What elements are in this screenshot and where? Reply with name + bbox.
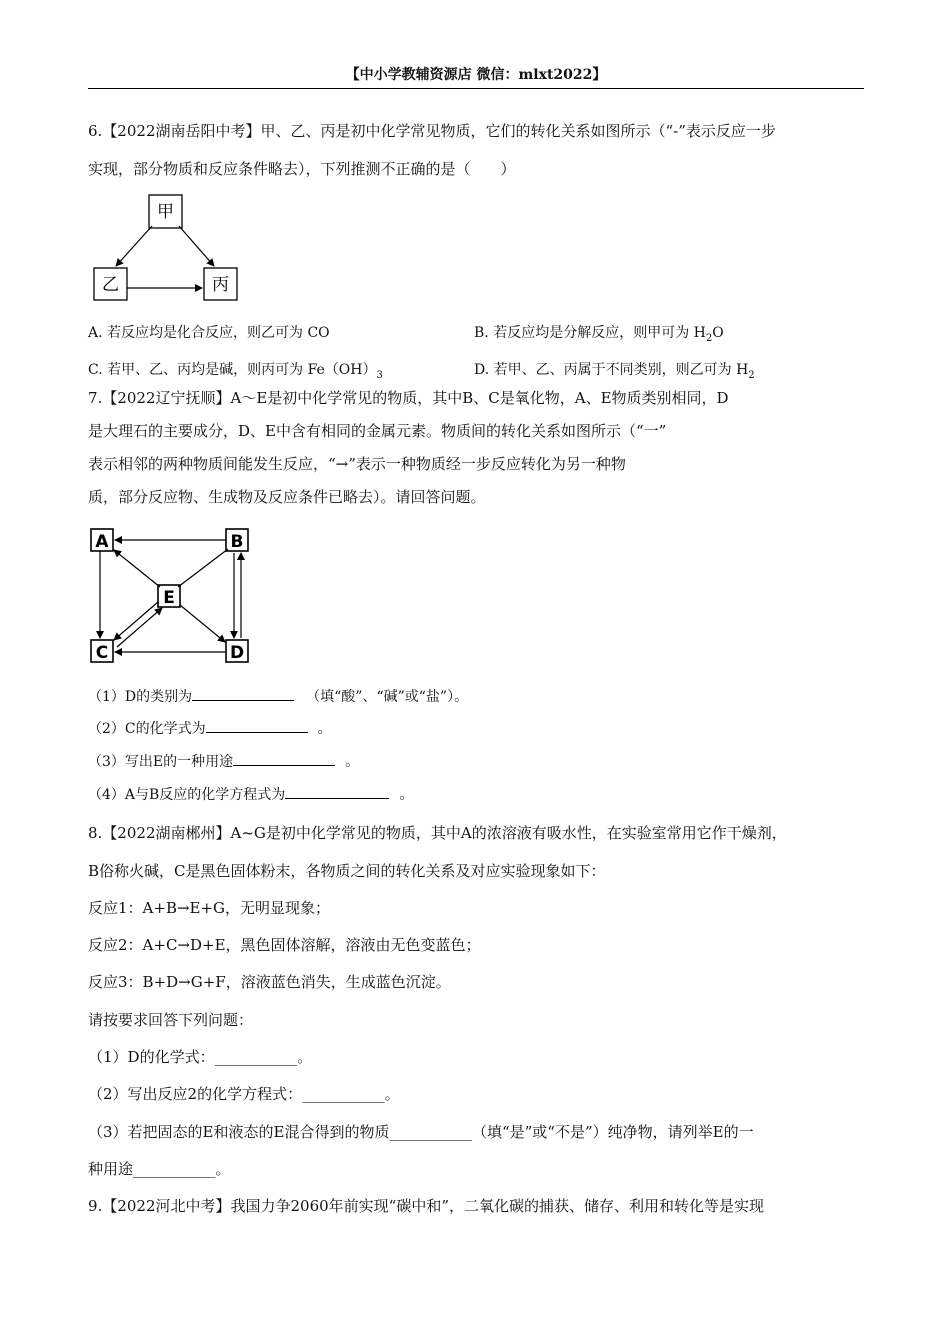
q8-subq-2: （2）写出反应2的化学方程式：___________。	[88, 1085, 400, 1103]
q7-blank-1[interactable]	[192, 686, 294, 701]
q8-stem-line2: B俗称火碱，C是黑色固体粉末，各物质之间的转化关系及对应实验现象如下：	[88, 862, 606, 880]
q6-option-a: A. 若反应均是化合反应，则乙可为 CO	[88, 325, 330, 341]
q7-blank-2[interactable]	[206, 718, 308, 733]
q6-stem-line1: 6.【2022湖南岳阳中考】甲、乙、丙是初中化学常见物质，它们的转化关系如图所示（“-”表示反应一步	[88, 122, 776, 140]
q7-line-e-b	[178, 549, 228, 587]
q7-arrow-e-d	[180, 605, 225, 642]
q7-arrow-e-a	[114, 550, 160, 587]
q8-reaction-2: 反应2：A+C→D+E，黑色固体溶解，溶液由无色变蓝色；	[88, 936, 481, 954]
q7-diagram	[80, 520, 260, 672]
q7-subq-2: （2）C的化学式为 。	[88, 718, 332, 738]
q7-subq-3: （3）写出E的一种用途 。	[88, 751, 359, 771]
q8-subq-1: （1）D的化学式：___________。	[88, 1048, 313, 1066]
q6-arrow-jia-yi	[116, 226, 152, 266]
q9-stem-line1: 9.【2022河北中考】我国力争2060年前实现“碳中和”，二氧化碳的捕获、储存、利用和转化等是实现	[88, 1197, 765, 1215]
q8-stem-line1: 8.【2022湖南郴州】A~G是初中化学常见的物质，其中A的浓溶液有吸水性，在实验室常用它作干燥剂，	[88, 824, 787, 842]
q8-reaction-1: 反应1：A+B→E+G，无明显现象；	[88, 899, 331, 917]
q6-option-b: B. 若反应均是分解反应，则甲可为 $H_2O$	[474, 325, 724, 344]
q6-label-bing: 丙	[212, 275, 229, 295]
header-rule	[88, 88, 864, 89]
q7-label-b: B	[230, 532, 244, 552]
q6-option-d: D. 若甲、乙、丙属于不同类别，则乙可为 $H_2$	[474, 362, 755, 381]
q8-subq-3-line2: 种用途___________。	[88, 1160, 231, 1178]
q8-subq-3-line1: （3）若把固态的E和液态的E混合得到的物质___________（填“是”或“不是”）纯净物，请列举E的一	[88, 1123, 754, 1141]
q7-stem-line2: 是大理石的主要成分，D、E中含有相同的金属元素。物质间的转化关系如图所示（“一”	[88, 422, 667, 440]
q6-arrow-jia-bing	[179, 226, 214, 266]
q8-prompt: 请按要求回答下列问题：	[88, 1011, 254, 1029]
q6-label-jia: 甲	[157, 202, 174, 222]
q6-option-c: C. 若甲、乙、丙均是碱，则丙可为 $Fe(OH)_3$	[88, 362, 383, 381]
q6-stem-line2: 实现，部分物质和反应条件略去），下列推测不正确的是（ ）	[88, 160, 516, 178]
q8-reaction-3: 反应3：B+D→G+F，溶液蓝色消失，生成蓝色沉淀。	[88, 973, 451, 991]
q7-blank-3[interactable]	[233, 751, 335, 766]
q6-diagram	[80, 188, 260, 308]
q7-label-e: E	[163, 588, 175, 608]
page-header: 【中小学教辅资源店 微信：mlxt2022】	[345, 67, 607, 83]
q7-label-a: A	[95, 532, 109, 552]
q7-subq-4: （4）A与B反应的化学方程式为 。	[88, 784, 413, 804]
q7-blank-4[interactable]	[285, 784, 389, 799]
q7-subq-1: （1）D的类别为 （填“酸”、“碱”或“盐”）。	[88, 686, 468, 706]
q7-arrow-c-e	[117, 608, 162, 647]
q7-label-c: C	[95, 643, 109, 663]
q7-arrow-e-c	[114, 602, 158, 640]
q7-stem-line3: 表示相邻的两种物质间能发生反应，“→”表示一种物质经一步反应转化为另一种物	[88, 455, 626, 473]
q7-label-d: D	[229, 643, 245, 663]
q7-stem-line1: 7.【2022辽宁抚顺】A～E是初中化学常见的物质，其中B、C是氧化物，A、E物质类别相同，D	[88, 389, 729, 407]
q7-stem-line4: 质，部分反应物、生成物及反应条件已略去）。请回答问题。	[88, 488, 486, 506]
q6-label-yi: 乙	[102, 275, 119, 295]
